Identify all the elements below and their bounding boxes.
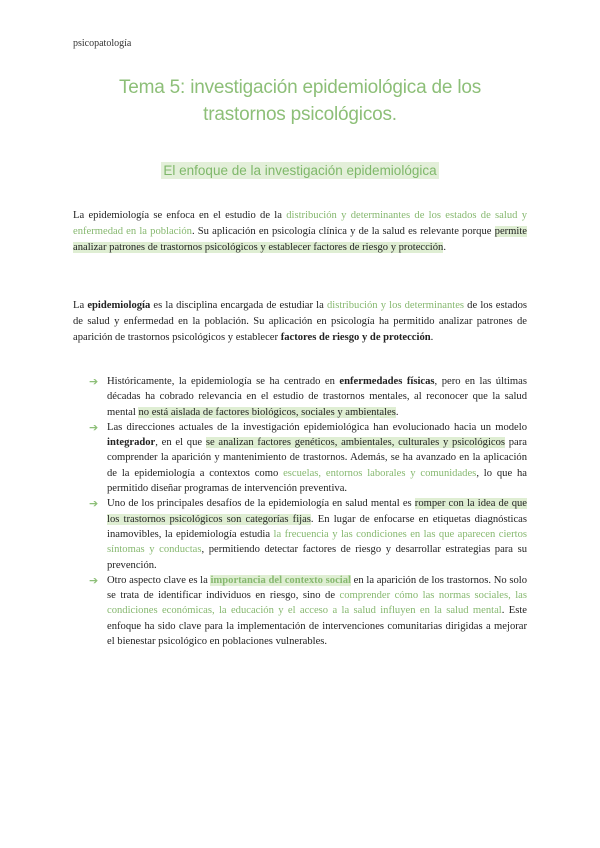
text-run: , en el que <box>155 437 206 449</box>
text-run: , lo que ha permitido diseñar programas de intervención preventiva. <box>107 467 527 495</box>
section-heading-wrap <box>0 162 600 180</box>
intro-paragraph <box>73 208 527 256</box>
bold-term: integrador <box>107 437 156 449</box>
page-header: psicopatología <box>73 38 132 49</box>
definition-paragraph <box>73 298 527 346</box>
highlighted-phrase: se analizan factores genéticos, ambientales, culturales y psicológicos <box>205 437 506 449</box>
text-run: . <box>395 406 399 418</box>
arrow-right-icon: ➔ <box>89 375 99 388</box>
text-run: , permitiendo detectar factores de riesgo y desarrollar estrategias para su prevención. <box>107 544 527 571</box>
text-run: en la aparición de los trastornos. No solo se trata de identificar individuos en riesgo, sino de <box>107 574 527 602</box>
text-run: . <box>443 242 446 253</box>
highlighted-term: escuelas, entornos laborales y comunidades <box>283 467 477 479</box>
arrow-right-icon: ➔ <box>89 420 99 434</box>
text-run: La epidemiología se enfoca en el estudio de la <box>73 210 287 221</box>
section-heading: El enfoque de la investigación epidemiológica <box>163 163 437 178</box>
bold-highlighted-term: importancia del contexto social <box>210 574 351 586</box>
text-run: Las direcciones actuales de la investigación epidemiológica han evolucionado hacia un modelo <box>107 421 527 433</box>
arrow-right-icon: ➔ <box>89 573 99 587</box>
list-item <box>73 496 527 572</box>
text-run: . <box>430 332 434 343</box>
highlighted-phrase: permite analizar patrones de trastornos psicológicos y establecer factores de riesgo y protección <box>73 226 528 253</box>
text-run: . Su aplicación en psicología clínica y de la salud es relevante porque <box>191 226 495 237</box>
text-run: de los estados de salud y enfermedad en la población. Su aplicación en psicología ha permitido analizar patrones de aparición de trastornos psicológicos y establecer <box>73 300 527 343</box>
text-run: La <box>73 300 88 311</box>
text-run: , pero en las últimas décadas ha cobrado relevancia en el estudio de trastornos mentales, al reconocer que la salud mental <box>107 376 527 418</box>
highlighted-term: distribución y los determinantes <box>326 300 465 311</box>
arrow-right-icon: ➔ <box>89 497 99 511</box>
text-run: Uno de los principales desafíos de la epidemiología en salud mental es <box>107 498 415 510</box>
text-run: Históricamente, la epidemiología se ha centrado en <box>107 376 340 387</box>
page-title: Tema 5: investigación epidemiológica de los trastornos psicológicos. <box>118 77 482 125</box>
text-run: para comprender la aparición y mantenimiento de trastornos. Además, se ha avanzado en la aplicación de la epidemiología a contextos como <box>107 437 527 479</box>
bold-term: enfermedades físicas <box>339 376 435 387</box>
highlighted-term: comprender cómo las normas sociales, las condiciones económicas, la educación y el acceso a la salud influyen en la salud mental <box>107 590 527 617</box>
bold-term: epidemiología <box>87 300 151 311</box>
text-run: Otro aspecto clave es la <box>107 574 211 586</box>
bold-term: factores de riesgo y de protección <box>280 332 431 343</box>
text-run: es la disciplina encargada de estudiar la <box>150 300 327 311</box>
list-item <box>73 374 527 420</box>
list-item <box>73 573 527 649</box>
highlighted-term: la frecuencia y las condiciones en las que aparecen ciertos síntomas y conductas <box>107 528 527 556</box>
highlighted-phrase: no está aislada de factores biológicos, sociales y ambientales <box>138 406 396 418</box>
highlighted-phrase: romper con la idea de que los trastornos psicológicos son categorías fijas <box>107 498 527 525</box>
text-run: . Este enfoque ha sido clave para la implementación de intervenciones comunitarias dirigidas a mejorar el bienestar psicológico en poblaciones vulnerables. <box>107 605 527 648</box>
list-item <box>73 420 527 496</box>
bullet-list <box>73 374 527 649</box>
text-run: . En lugar de enfocarse en etiquetas diagnósticas inamovibles, la epidemiología estudia <box>107 513 527 540</box>
highlighted-term: distribución y determinantes de los estados de salud y enfermedad en la población <box>73 210 527 237</box>
